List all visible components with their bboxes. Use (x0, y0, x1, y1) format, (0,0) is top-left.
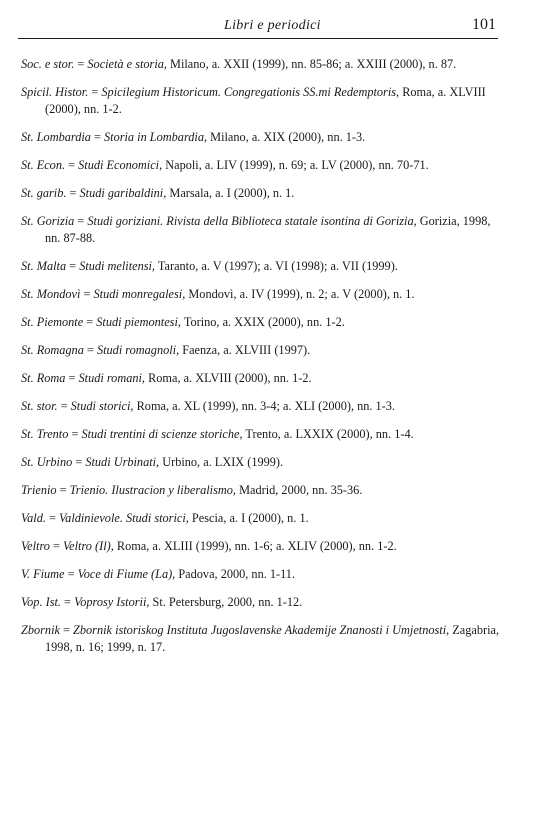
list-item (21, 594, 501, 611)
entry-details: Milano, a. XIX (2000), nn. 1-3. (207, 130, 366, 144)
entry-details: Marsala, a. I (2000), n. 1. (166, 186, 295, 200)
entry-abbreviation: St. Piemonte (21, 315, 84, 329)
list-item (21, 314, 501, 331)
list-item (21, 342, 501, 359)
entry-journal-title: Veltro (Il), (63, 539, 114, 553)
entry-details: Madrid, 2000, nn. 35-36. (236, 483, 363, 497)
equals-sign: = (66, 259, 80, 273)
equals-sign: = (59, 623, 74, 637)
entry-details: Taranto, a. V (1997); a. VI (1998); a. VII (1999). (155, 259, 398, 273)
entry-details: Napoli, a. LIV (1999), n. 69; a. LV (2000), nn. 70-71. (162, 158, 429, 172)
equals-sign: = (83, 343, 97, 357)
list-item (21, 286, 501, 303)
entry-journal-title: Studi goriziani. Rivista della Biblioteca statale isontina di Gorizia, (87, 214, 417, 228)
entry-journal-title: Società e storia, (87, 57, 167, 71)
entry-abbreviation: Veltro (21, 539, 50, 553)
entry-details: St. Petersburg, 2000, nn. 1-12. (149, 595, 303, 609)
equals-sign: = (45, 511, 60, 525)
equals-sign: = (80, 287, 94, 301)
list-item (21, 157, 501, 174)
entry-abbreviation: St. Econ. (21, 158, 66, 172)
entry-abbreviation: St. Roma (21, 371, 66, 385)
list-item (21, 213, 501, 247)
entry-abbreviation: St. stor. (21, 399, 58, 413)
equals-sign: = (49, 539, 64, 553)
list-item (21, 510, 501, 527)
equals-sign: = (74, 57, 88, 71)
equals-sign: = (72, 455, 86, 469)
entry-details: Urbino, a. LXIX (1999). (159, 455, 284, 469)
abbreviation-list (21, 56, 501, 667)
entry-journal-title: Studi piemontesi, (96, 315, 181, 329)
entry-details: Faenza, a. XLVIII (1997). (179, 343, 311, 357)
entry-journal-title: Studi monregalesi, (93, 287, 186, 301)
entry-journal-title: Studi storici, (70, 399, 134, 413)
entry-abbreviation: St. Urbino (21, 455, 73, 469)
entry-journal-title: Storia in Lombardia, (104, 130, 208, 144)
entry-journal-title: Valdinievole. Studi storici, (59, 511, 189, 525)
list-item (21, 622, 501, 656)
entry-journal-title: Voprosy Istorii, (74, 595, 150, 609)
entry-abbreviation: Vop. Ist. (21, 595, 61, 609)
list-item (21, 84, 501, 118)
entry-details: Roma, a. XLVIII (2000), nn. 1-2. (145, 371, 312, 385)
entry-details: Roma, a. XL (1999), nn. 3-4; a. XLI (2000), nn. 1-3. (133, 399, 395, 413)
running-head (18, 16, 498, 39)
entry-details: Roma, a. XLVIII (2000), nn. 1-2. (45, 85, 486, 116)
entry-abbreviation: St. Mondovì (21, 287, 81, 301)
entry-abbreviation: St. Lombardia (21, 130, 91, 144)
entry-abbreviation: St. Malta (21, 259, 67, 273)
equals-sign: = (56, 483, 70, 497)
entry-abbreviation: Zbornik (21, 623, 60, 637)
equals-sign: = (65, 371, 79, 385)
equals-sign: = (64, 567, 78, 581)
entry-details: Mondovì, a. IV (1999), n. 2; a. V (2000), n. 1. (185, 287, 415, 301)
list-item (21, 258, 501, 275)
entry-details: Roma, a. XLIII (1999), nn. 1-6; a. XLIV (2000), nn. 1-2. (113, 539, 397, 553)
equals-sign: = (66, 186, 80, 200)
entry-details: Trento, a. LXXIX (2000), nn. 1-4. (242, 427, 414, 441)
entry-abbreviation: Trienio (21, 483, 57, 497)
entry-abbreviation: St. Romagna (21, 343, 84, 357)
entry-details: Zagabria, 1998, n. 16; 1999, n. 17. (45, 623, 500, 654)
entry-details: Gorizia, 1998, nn. 87-88. (45, 214, 491, 245)
entry-journal-title: Studi trentini di scienze storiche, (81, 427, 243, 441)
entry-journal-title: Studi romagnoli, (96, 343, 180, 357)
list-item (21, 185, 501, 202)
entry-journal-title: Trienio. Ilustracion y liberalismo, (69, 483, 236, 497)
equals-sign: = (88, 85, 102, 99)
list-item (21, 56, 501, 73)
entry-journal-title: Studi Urbinati, (85, 455, 160, 469)
list-item (21, 538, 501, 555)
list-item (21, 129, 501, 146)
entry-journal-title: Studi romani, (78, 371, 145, 385)
entry-details: Milano, a. XXII (1999), nn. 85-86; a. XXIII (2000), n. 87. (166, 57, 457, 71)
entry-journal-title: Zbornik istoriskog Instituta Jugoslavenske Akademije Znanosti i Umjetnosti, (73, 623, 450, 637)
list-item (21, 398, 501, 415)
equals-sign: = (90, 130, 105, 144)
equals-sign: = (68, 427, 82, 441)
entry-journal-title: Studi Economici, (78, 158, 163, 172)
entry-journal-title: Spicilegium Historicum. Congregationis SS.mi Redemptoris, (101, 85, 400, 99)
entry-abbreviation: V. Fiume (21, 567, 65, 581)
list-item (21, 370, 501, 387)
entry-abbreviation: Spicil. Histor. (21, 85, 89, 99)
entry-abbreviation: St. Trento (21, 427, 69, 441)
entry-journal-title: Studi garibaldini, (79, 186, 167, 200)
equals-sign: = (60, 595, 75, 609)
running-title: Libri e periodici (224, 18, 321, 33)
entry-abbreviation: St. garib. (21, 186, 67, 200)
page-number: 101 (472, 16, 496, 33)
entry-details: Torino, a. XXIX (2000), nn. 1-2. (180, 315, 345, 329)
list-item (21, 426, 501, 443)
entry-journal-title: Studi melitensi, (79, 259, 156, 273)
equals-sign: = (74, 214, 88, 228)
entry-details: Pescia, a. I (2000), n. 1. (188, 511, 309, 525)
entry-abbreviation: Vald. (21, 511, 46, 525)
equals-sign: = (65, 158, 79, 172)
list-item (21, 454, 501, 471)
entry-details: Padova, 2000, nn. 1-11. (175, 567, 296, 581)
list-item (21, 566, 501, 583)
entry-abbreviation: St. Gorizia (21, 214, 75, 228)
entry-journal-title: Voce di Fiume (La), (77, 567, 176, 581)
entry-abbreviation: Soc. e stor. (21, 57, 75, 71)
equals-sign: = (83, 315, 97, 329)
list-item (21, 482, 501, 499)
equals-sign: = (57, 399, 71, 413)
